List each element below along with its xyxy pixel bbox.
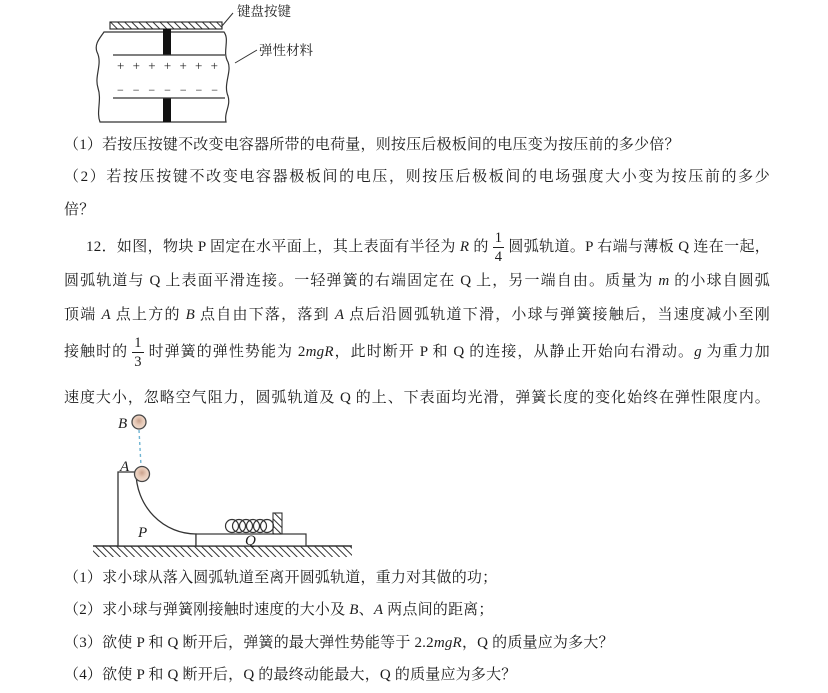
material-label: 弹性材料	[259, 43, 313, 58]
q12-sub3-text: （3）欲使 P 和 Q 断开后，弹簧的最大弹性势能等于 2.2mgR，Q 的质量应为多大？	[64, 635, 614, 651]
q12-stem-line3: 顶端 A 点上方的 B 点自由下落，落到 A 点后沿圆弧轨道下滑，小球与弹簧接触后，当速度减小至刚	[64, 307, 770, 323]
fall-path-dashed-line	[139, 430, 141, 466]
board-Q-label: Q	[245, 533, 256, 549]
block-P	[118, 472, 196, 546]
ground-hatching	[93, 546, 352, 557]
negative-charges: − − − − − − −	[117, 83, 218, 97]
point-A-label: A	[120, 459, 130, 475]
top-support	[163, 29, 171, 55]
elastic-body	[96, 32, 229, 122]
spring-anchor-post	[273, 513, 282, 534]
q12-sub1-text: （1）求小球从落入圆弧轨道至离开圆弧轨道，重力对其做的功；	[64, 570, 498, 586]
material-leader-line	[235, 50, 257, 63]
q12-sub2-text: （2）求小球与弹簧刚接触时速度的大小及 B、A 两点间的距离；	[64, 602, 494, 618]
q12-sub4-text: （4）欲使 P 和 Q 断开后，Q 的最终动能最大，Q 的质量应为多大？	[64, 667, 517, 683]
ball-at-B	[132, 415, 146, 429]
q12-stem-line2: 圆弧轨道与 Q 上表面平滑连接。一轻弹簧的右端固定在 Q 上，另一端自由。质量为 m 的小球自圆弧	[64, 273, 771, 289]
key-leader-line	[222, 13, 233, 26]
key-label: 键盘按键	[237, 4, 291, 19]
q11-part2-text-line1: （2）若按压按键不改变电容器极板间的电压，则按压后极板间的电场强度大小变为按压前的多少	[64, 169, 770, 185]
track-spring-figure	[85, 405, 375, 565]
q12-stem-line4: 接触时的 $\frac{1}{3}$ 时弹簧的弹性势能为 2mgR，此时断开 P 和 Q 的连接，从静止开始向右滑动。g 为重力加	[64, 334, 770, 370]
q12-stem-line5: 速度大小，忽略空气阻力，圆弧轨道及 Q 的上、下表面均光滑，弹簧长度的变化始终在弹性限度内。	[64, 390, 770, 406]
capacitor-key-figure	[92, 0, 342, 130]
q11-part2-text-line2: 倍？	[64, 202, 95, 218]
key-cap	[110, 22, 222, 29]
q11-part1-text: （1）若按压按键不改变电容器所带的电荷量，则按压后极板间的电压变为按压前的多少倍？	[64, 137, 680, 153]
block-P-label: P	[138, 525, 148, 541]
bottom-support	[163, 98, 171, 122]
ball-at-A	[135, 467, 150, 482]
fraction: $\frac{1}{4}$	[494, 229, 503, 265]
positive-charges: + + + + + + +	[117, 58, 218, 73]
q12-stem-line1: 12．如图，物块 P 固定在水平面上，其上表面有半径为 R 的 $\frac{1}{4}$ 圆弧轨道。P 右端与薄板 Q 连在一起，	[86, 229, 771, 265]
spring	[226, 520, 274, 533]
point-B-label: B	[118, 416, 128, 432]
fraction: $\frac{1}{3}$	[134, 334, 142, 370]
